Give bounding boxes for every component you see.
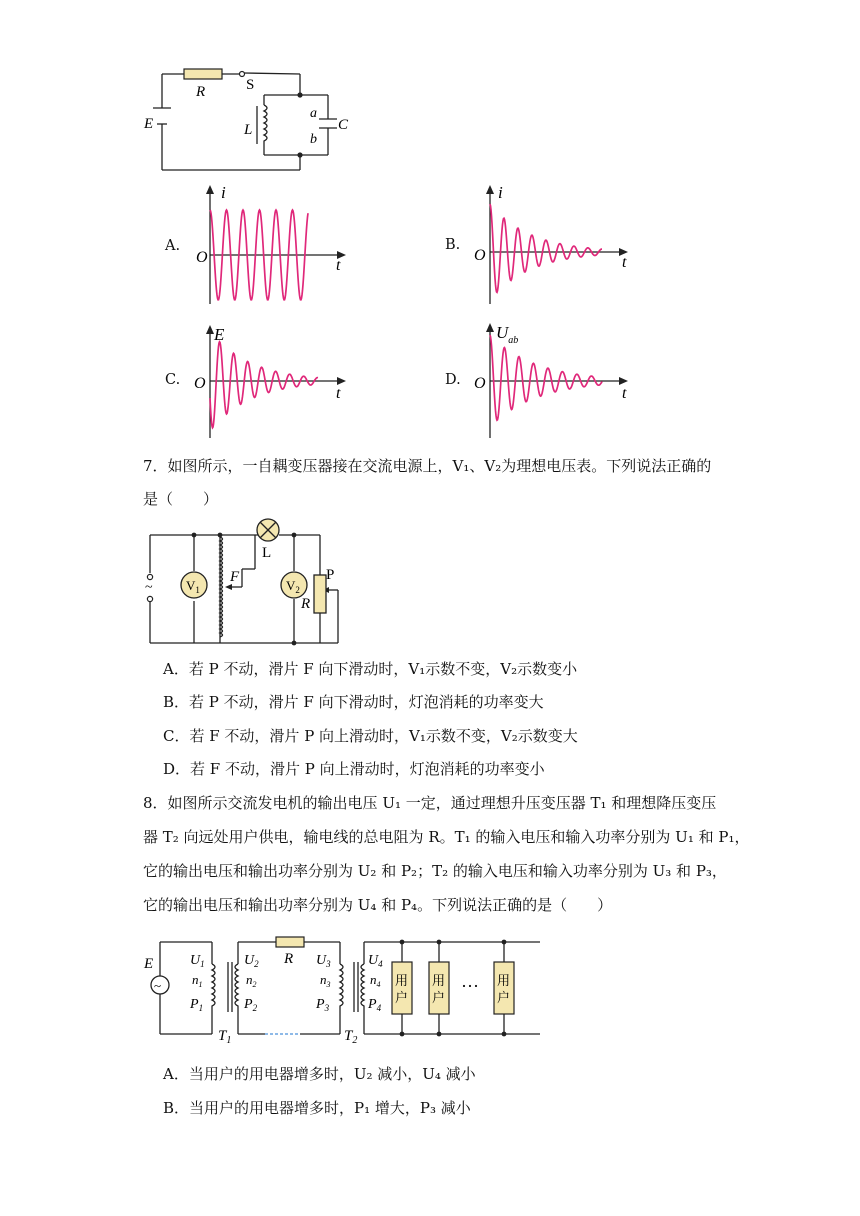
user-3-char-2: 户	[497, 990, 511, 1005]
label-b: b	[310, 132, 317, 147]
graph-a-xlabel: t	[336, 257, 341, 274]
q7-stem-line2: 是（ ）	[143, 490, 219, 508]
graph-b	[470, 180, 640, 308]
label-P2: $P_2$	[244, 997, 258, 1013]
voltmeter-v2-label: $V_2$	[286, 578, 300, 595]
label-R: R	[196, 84, 206, 100]
label-T2: $T_2$	[344, 1028, 358, 1046]
label-P1: $P_1$	[190, 997, 204, 1013]
graph-c-origin: O	[194, 375, 206, 392]
option-b-letter[interactable]: B.	[445, 237, 461, 253]
graph-b-ylabel: i	[498, 183, 503, 202]
label-R: R	[284, 951, 294, 967]
label-U1: $U_1$	[190, 953, 205, 969]
label-C: C	[338, 117, 349, 133]
label-n2: $n_2$	[246, 972, 257, 989]
label-E: E	[144, 956, 154, 972]
user-2-char-1: 用	[432, 973, 446, 988]
graph-d-xlabel: t	[622, 385, 627, 402]
label-a: a	[310, 106, 317, 121]
graph-d-origin: O	[474, 375, 486, 392]
graph-d-ylabel: $U_{ab}$	[496, 323, 519, 346]
label-n1: $n_1$	[192, 972, 203, 989]
q8-option-b[interactable]: B．当用户的用电器增多时，P₁ 增大，P₃ 减小	[163, 1099, 471, 1117]
graph-a	[190, 180, 360, 308]
waveform-c	[210, 342, 318, 428]
label-U2: $U_2$	[244, 953, 259, 969]
q8-option-a[interactable]: A．当用户的用电器增多时，U₂ 减小，U₄ 减小	[163, 1065, 476, 1083]
label-E: E	[144, 116, 154, 132]
q7-option-d[interactable]: D．若 F 不动，滑片 P 向上滑动时，灯泡消耗的功率变小	[163, 760, 545, 778]
option-d-letter[interactable]: D.	[445, 372, 461, 388]
q8-stem-line1: 8．如图所示交流发电机的输出电压 U₁ 一定，通过理想升压变压器 T₁ 和理想降压变压	[143, 794, 717, 812]
label-U4: $U_4$	[368, 953, 383, 969]
graph-b-origin: O	[474, 247, 486, 264]
label-S: S	[246, 77, 255, 93]
resistor-label-R: R	[301, 596, 311, 612]
q8-stem-line3: 它的输出电压和输出功率分别为 U₂ 和 P₂；T₂ 的输入电压和输入功率分别为 U₃ 和 P₃，	[143, 862, 727, 880]
graph-c-xlabel: t	[336, 385, 341, 402]
q7-option-a[interactable]: A．若 P 不动，滑片 F 向下滑动时，V₁示数不变，V₂示数变小	[163, 660, 578, 678]
voltmeter-v1-label: $V_1$	[186, 578, 200, 595]
waveform-d	[490, 335, 602, 420]
graph-c	[190, 320, 360, 445]
q7-option-c[interactable]: C．若 F 不动，滑片 P 向上滑动时，V₁示数不变，V₂示数变大	[163, 727, 578, 745]
waveform-b	[490, 204, 602, 292]
q8-stem-line2: 器 T₂ 向远处用户供电，输电线的总电阻为 R。T₁ 的输入电压和输入功率分别为 U₁ 和 P₁，	[143, 828, 750, 846]
label-n4: $n_4$	[370, 972, 381, 989]
label-P4: $P_4$	[368, 997, 382, 1013]
graph-a-origin: O	[196, 249, 208, 266]
q8-stem-line4: 它的输出电压和输出功率分别为 U₄ 和 P₄。下列说法正确的是（ ）	[143, 896, 613, 914]
label-P3: $P_3$	[316, 997, 330, 1013]
q7-stem-line1: 7．如图所示，一自耦变压器接在交流电源上，V₁、V₂为理想电压表。下列说法正确的	[143, 457, 712, 475]
graph-a-ylabel: i	[221, 183, 226, 202]
more-users-dots: ···	[461, 976, 479, 996]
q8-power-transmission-diagram	[140, 926, 545, 1046]
lc-circuit-diagram	[140, 62, 360, 174]
lamp-label-L: L	[262, 545, 272, 561]
q7-autotransformer-diagram	[140, 515, 355, 650]
label-T1: $T_1$	[218, 1028, 232, 1046]
label-n3: $n_3$	[320, 972, 331, 989]
option-c-letter[interactable]: C.	[165, 372, 181, 388]
slider-label-P: P	[326, 567, 335, 583]
q7-option-b[interactable]: B．若 P 不动，滑片 F 向下滑动时，灯泡消耗的功率变大	[163, 693, 544, 711]
user-2-char-2: 户	[432, 990, 446, 1005]
ac-source-symbol: ~	[145, 580, 153, 595]
graph-b-xlabel: t	[622, 254, 627, 271]
graph-c-ylabel: E	[214, 325, 225, 344]
user-3-char-1: 用	[497, 973, 511, 988]
generator-symbol: ~	[154, 978, 162, 993]
user-1-char-2: 户	[395, 990, 409, 1005]
option-a-letter[interactable]: A.	[165, 238, 181, 254]
graph-d	[470, 318, 640, 443]
label-U3: $U_3$	[316, 953, 331, 969]
label-L: L	[244, 122, 253, 138]
slider-label-F: F	[230, 569, 240, 585]
user-1-char-1: 用	[395, 973, 409, 988]
